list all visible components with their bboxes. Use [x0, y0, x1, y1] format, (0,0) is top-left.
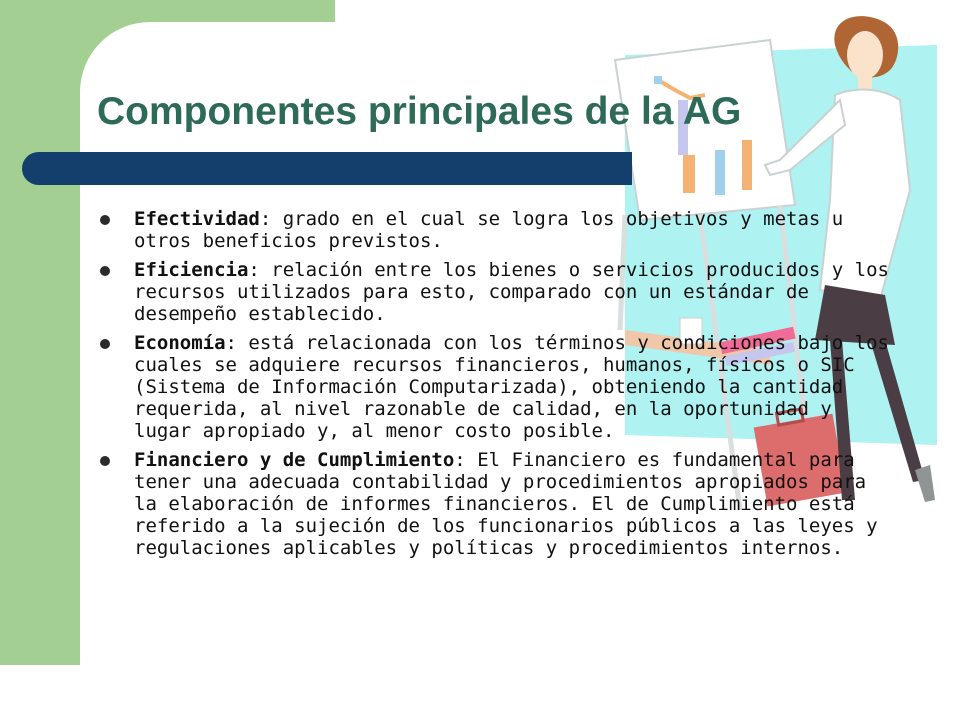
bullet-separator: :: [454, 449, 478, 471]
bullet-text: El Financiero es fundamental para tener una adecuada contabilidad y procedimientos apropiados para la elaboración de informes financieros. El de Cumplimiento está referido a la sujeción de los funcionarios públicos a las leyes y regulaciones aplicables y políticas y procedimientos internos.: [134, 449, 878, 559]
bullet-list: [100, 208, 900, 566]
title-underline-bar: [22, 152, 632, 185]
bullet-term: Efectividad: [134, 208, 260, 230]
bullet-term: Financiero y de Cumplimiento: [134, 449, 455, 471]
bullet-dot-icon: [100, 215, 110, 225]
bullet-dot-icon: [100, 339, 110, 349]
bullet-item-economia: [100, 332, 900, 442]
bullet-item-financiero-cumplimiento: [100, 449, 900, 559]
bullet-dot-icon: [100, 456, 110, 466]
bullet-item-eficiencia: [100, 259, 900, 325]
bullet-text: relación entre los bienes o servicios producidos y los recursos utilizados para esto, comparado con un estándar de desempeño establecido.: [134, 259, 889, 325]
bullet-text: está relacionada con los términos y condiciones bajo los cuales se adquiere recursos financieros, humanos, físicos o SIC (Sistema de Información Computarizada), obteniendo la cantidad requerida, al nivel razonable de calidad, en la oportunidad y lugar apropiado y, al menor costo posible.: [134, 332, 889, 442]
bullet-term: Economía: [134, 332, 226, 354]
bullet-term: Eficiencia: [134, 259, 249, 281]
bullet-text: grado en el cual se logra los objetivos y metas u otros beneficios previstos.: [134, 208, 844, 252]
bullet-dot-icon: [100, 266, 110, 276]
bullet-separator: :: [259, 208, 283, 230]
bullet-item-efectividad: [100, 208, 900, 252]
bullet-separator: :: [248, 259, 272, 281]
slide-title: Componentes principales de la AG: [97, 90, 742, 133]
bullet-separator: :: [225, 332, 249, 354]
